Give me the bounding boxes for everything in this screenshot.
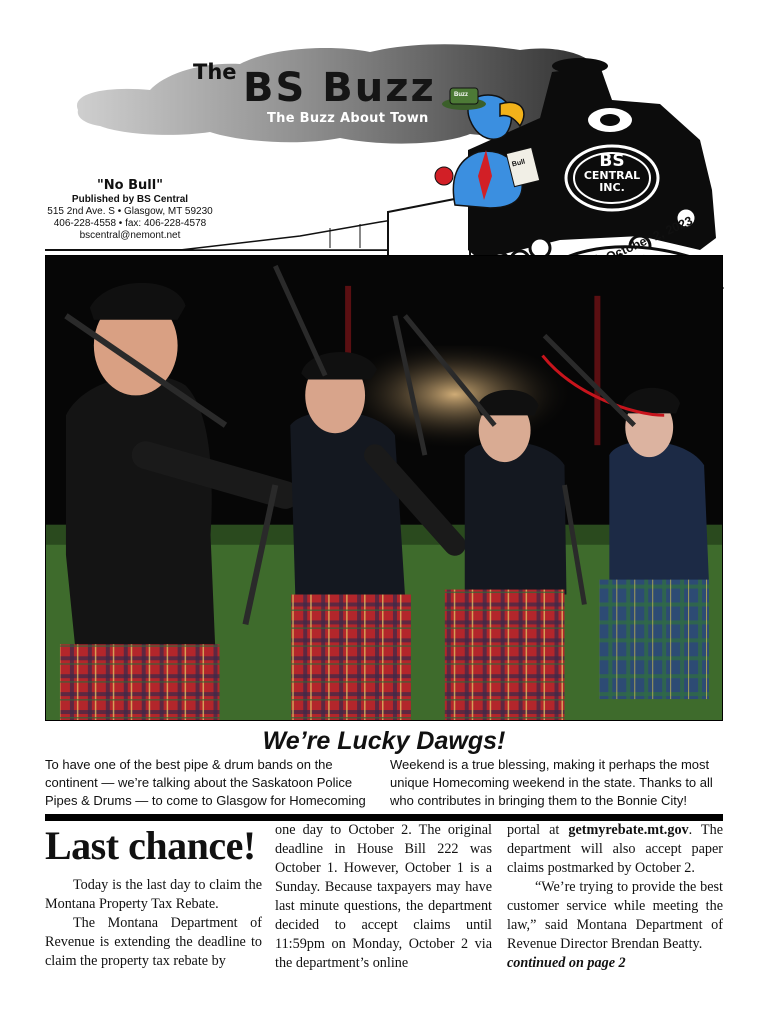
masthead-tagline: The Buzz About Town (267, 111, 429, 126)
badge-line1: BS (599, 151, 625, 171)
parrot-hat-tag: Buzz (454, 92, 468, 98)
bs-central-badge (572, 153, 652, 194)
email-line: bscentral@nemont.net (79, 230, 181, 241)
story-column-1 (45, 876, 262, 971)
story-column-3 (507, 821, 723, 973)
story-paragraph: Today is the last day to claim the Montana Property Tax Rebate. (45, 877, 262, 912)
motto: "No Bull" (97, 178, 163, 193)
feature-caption-right: Weekend is a true blessing, making it perhaps the most unique Homecoming weekend in the state. Thanks to all who contributes in bringing them to the Bonnie City! (390, 757, 713, 808)
story-paragraph (507, 821, 723, 878)
pipe-band-photo (45, 255, 723, 721)
section-divider (45, 814, 723, 821)
continued-link[interactable]: continued on page 2 (507, 955, 626, 971)
feature-caption-left: To have one of the best pipe & drum bands on the continent — we’re talking about the Saskatoon Police Pipes & Drums — to come to Glasgow for Homecoming (45, 757, 366, 808)
badge-line2: CENTRAL (583, 169, 641, 182)
portal-text: portal at (507, 822, 569, 838)
publisher-line: Published by BS Central (71, 194, 189, 205)
story-paragraph: “We’re trying to provide the best customer service while meeting the law,” said Montana Department of Revenue Director Brendan Beatty. (507, 879, 723, 952)
phone-fax-line: 406-228-4558 • fax: 406-228-4578 (53, 218, 207, 229)
masthead-the: The (193, 60, 237, 84)
masthead-title: BS Buzz (243, 65, 436, 111)
parrot-paper-tag: Bull (511, 158, 526, 169)
publisher-info (45, 178, 215, 242)
portal-text-post: . The department will also accept paper claims postmarked by October 2. (507, 822, 723, 876)
pipe-band-illustration (46, 256, 722, 720)
story-headline: Last chance! (45, 823, 256, 868)
story-paragraph: one day to October 2. The original deadline in House Bill 222 was October 1. However, October 1 is a Sunday. Because taxpayers may have last minute questions, the department decided to accept claims until 11:59pm on Monday, October 2 via the department’s online (275, 822, 492, 971)
feature-headline: We’re Lucky Dawgs! (262, 727, 506, 755)
badge-line3: INC. (599, 181, 625, 194)
address-line: 515 2nd Ave. S • Glasgow, MT 59230 (47, 206, 213, 217)
story-paragraph: The Montana Department of Revenue is extending the deadline to claim the property tax rebate by (45, 915, 262, 969)
story-column-2 (275, 821, 492, 973)
rebate-url-link[interactable]: getmyrebate.mt.gov (568, 822, 689, 838)
